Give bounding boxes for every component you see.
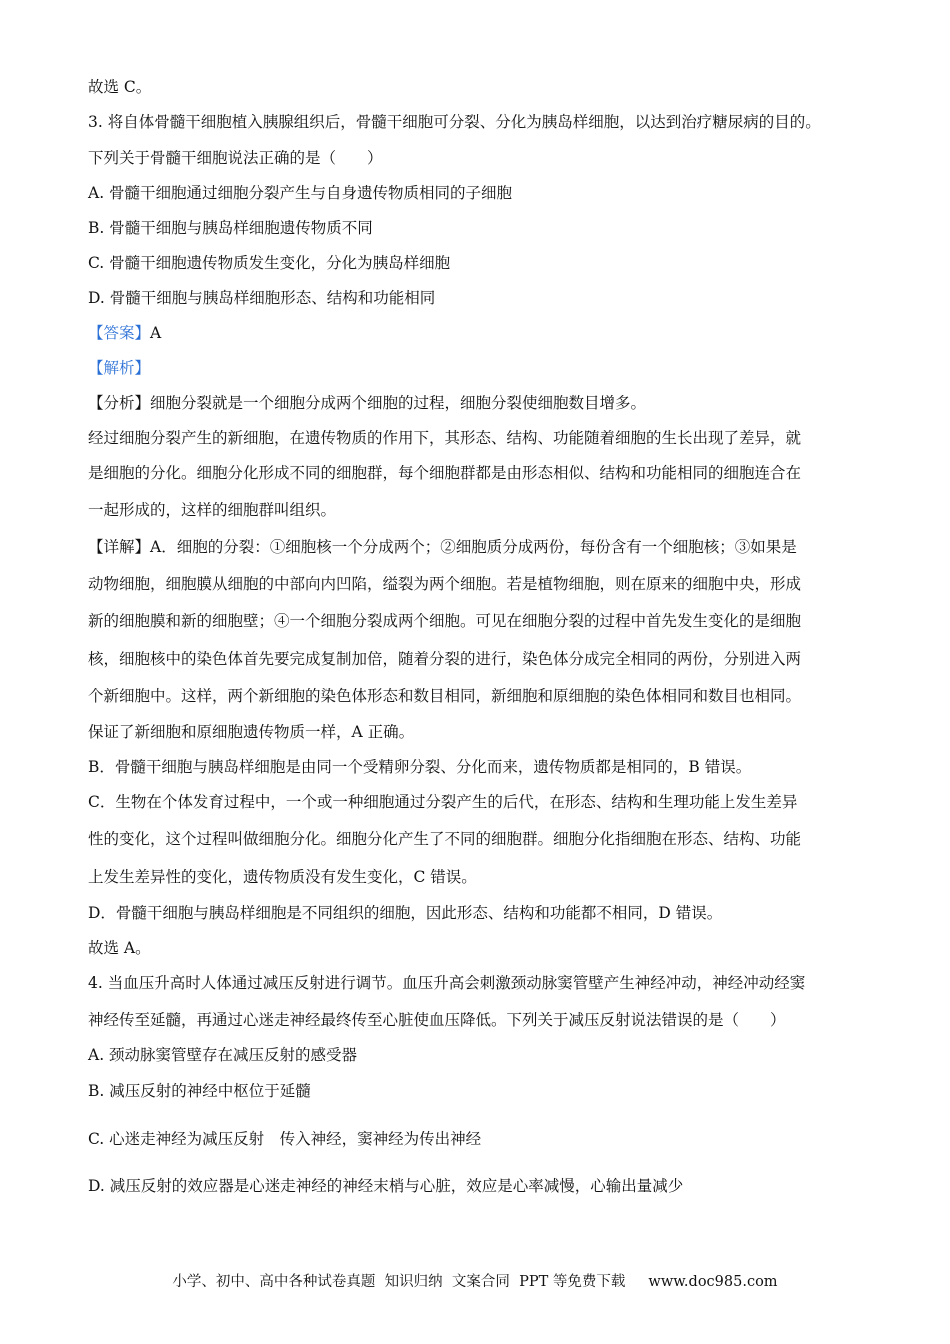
analysis-text: 是细胞的分化。细胞分化形成不同的细胞群，每个细胞群都是由形态相似、结构和功能相同的细胞连合在 — [88, 464, 802, 482]
option-a: A. 骨髓干细胞通过细胞分裂产生与自身遗传物质相同的子细胞 — [88, 184, 513, 202]
option-b: B. 骨髓干细胞与胰岛样细胞遗传物质不同 — [88, 219, 373, 237]
answer-value: A — [150, 324, 162, 342]
analysis-text: 经过细胞分裂产生的新细胞，在遗传物质的作用下，其形态、结构、功能随着细胞的生长出现了差异，就 — [88, 429, 802, 447]
option-c: C. 心迷走神经为减压反射 传入神经，窦神经为传出神经 — [88, 1130, 482, 1148]
detail-text: 【详解】A．细胞的分裂：①细胞核一个分成两个；②细胞质分成两份，每份含有一个细胞核；③如果是 — [88, 538, 797, 556]
question-3-stem: 3. 将自体骨髓干细胞植入胰腺组织后，骨髓干细胞可分裂、分化为胰岛样细胞，以达到治疗糖尿病的目的。 — [88, 113, 821, 131]
question-4-stem: 4. 当血压升高时人体通过减压反射进行调节。血压升高会刺激颈动脉窦管壁产生神经冲动，神经冲动经窦 — [88, 974, 806, 992]
detail-text: 核，细胞核中的染色体首先要完成复制加倍，随着分裂的进行，染色体分成完全相同的两份，分别进入两 — [88, 650, 802, 668]
detail-text: D．骨髓干细胞与胰岛样细胞是不同组织的细胞，因此形态、结构和功能都不相同，D 错误。 — [88, 904, 723, 922]
analysis-text: 一起形成的，这样的细胞群叫组织。 — [88, 501, 337, 519]
detail-text: 个新细胞中。这样，两个新细胞的染色体形态和数目相同，新细胞和原细胞的染色体相同和数目也相同。 — [88, 687, 802, 705]
answer-line — [88, 323, 161, 343]
detail-text: 动物细胞，细胞膜从细胞的中部向内凹陷，缢裂为两个细胞。若是植物细胞，则在原来的细胞中央，形成 — [88, 575, 802, 593]
analysis-text: 【分析】细胞分裂就是一个细胞分成两个细胞的过程，细胞分裂使细胞数目增多。 — [88, 394, 647, 412]
detail-text: B．骨髓干细胞与胰岛样细胞是由同一个受精卵分裂、分化而来，遗传物质都是相同的，B 错误。 — [88, 758, 752, 776]
detail-text: C．生物在个体发育过程中，一个或一种细胞通过分裂产生的后代，在形态、结构和生理功能上发生差异 — [88, 793, 798, 811]
option-d: D. 减压反射的效应器是心迷走神经的神经末梢与心脏，效应是心率减慢，心输出量减少 — [88, 1177, 684, 1195]
detail-text: 上发生差异性的变化，遗传物质没有发生变化，C 错误。 — [88, 868, 477, 886]
text-line: 故选 C。 — [88, 78, 152, 96]
detail-text: 保证了新细胞和原细胞遗传物质一样，A 正确。 — [88, 723, 415, 741]
analysis-heading — [88, 358, 150, 378]
analysis-tag: 【解析】 — [88, 359, 151, 377]
option-a: A. 颈动脉窦管壁存在减压反射的感受器 — [88, 1046, 358, 1064]
question-4-stem-cont: 神经传至延髓，再通过心迷走神经最终传至心脏使血压降低。下列关于减压反射说法错误的是（ ） — [88, 1011, 786, 1029]
footer-text: 小学、初中、高中各种试卷真题 知识归纳 文案合同 PPT 等免费下载 www.doc985.com — [172, 1274, 778, 1290]
question-3-stem-cont: 下列关于骨髓干细胞说法正确的是（ ） — [88, 149, 383, 167]
detail-text: 新的细胞膜和新的细胞壁；④一个细胞分裂成两个细胞。可见在细胞分裂的过程中首先发生变化的是细胞 — [88, 612, 802, 630]
text-line: 故选 A。 — [88, 939, 151, 957]
option-c: C. 骨髓干细胞遗传物质发生变化，分化为胰岛样细胞 — [88, 254, 451, 272]
answer-tag: 【答案】 — [88, 324, 151, 342]
detail-text: 性的变化，这个过程叫做细胞分化。细胞分化产生了不同的细胞群。细胞分化指细胞在形态、结构、功能 — [88, 830, 802, 848]
option-d: D. 骨髓干细胞与胰岛样细胞形态、结构和功能相同 — [88, 289, 436, 307]
option-b: B. 减压反射的神经中枢位于延髓 — [88, 1082, 311, 1100]
